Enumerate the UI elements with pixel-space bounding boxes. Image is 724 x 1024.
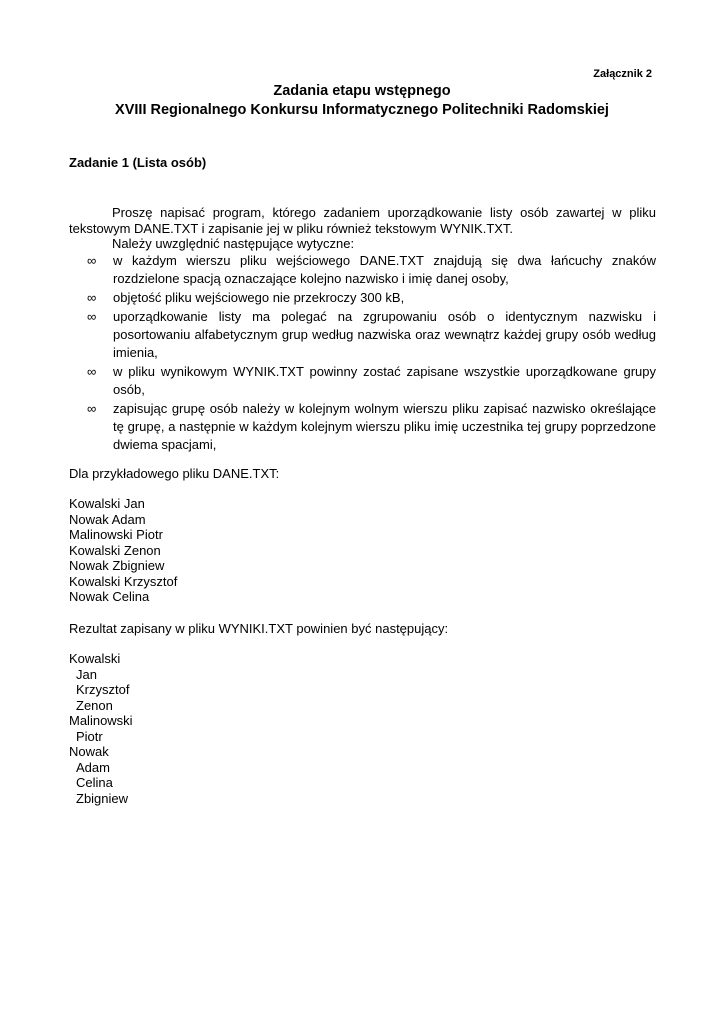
input-example-list [69, 496, 177, 605]
output-surname-line: Malinowski [69, 713, 133, 728]
guideline-item [85, 289, 656, 307]
input-line: Malinowski Piotr [69, 527, 163, 542]
guidelines-list [85, 252, 656, 455]
example-label: Dla przykładowego pliku DANE.TXT: [69, 466, 280, 481]
document-title: Zadania etapu wstępnego [273, 83, 451, 99]
output-example-list [69, 651, 133, 806]
result-label: Rezultat zapisany w pliku WYNIKI.TXT powinien być następujący: [69, 621, 449, 636]
input-line: Kowalski Krzysztof [69, 573, 178, 589]
output-name-line: Zbigniew [76, 790, 129, 806]
document-subtitle: XVIII Regionalnego Konkursu Informatycznego Politechniki Radomskiej [115, 102, 609, 118]
input-line: Nowak Celina [69, 589, 150, 604]
guideline-text: uporządkowanie listy ma polegać na zgrupowaniu osób o identycznym nazwisku i posortowaniu alfabetycznym grup według nazwiska oraz wewnątrz każdej grupy osób według imienia, [113, 309, 656, 360]
output-surname-line: Nowak [69, 744, 109, 759]
guideline-item [85, 363, 656, 399]
guideline-item [85, 400, 656, 454]
output-name-line: Celina [76, 775, 113, 790]
output-surname-line: Kowalski [69, 651, 121, 666]
intro-paragraph: Proszę napisać program, którego zadaniem uporządkowanie listy osób zawartej w pliku tekstowym DANE.TXT i zapisanie jej w pliku również tekstowym WYNIK.TXT. [69, 205, 656, 236]
guidelines-intro: Należy uwzględnić następujące wytyczne: [112, 236, 355, 251]
output-name-line: Jan [76, 666, 97, 682]
input-line: Nowak Zbigniew [69, 558, 165, 573]
output-name-line: Adam [76, 759, 110, 775]
guideline-item [85, 308, 656, 362]
infinity-bullet-icon: ∞ [87, 290, 97, 305]
infinity-bullet-icon: ∞ [87, 364, 97, 379]
output-name-line: Piotr [76, 728, 103, 744]
output-name-line: Zenon [76, 697, 113, 713]
guideline-item [85, 252, 656, 288]
input-line: Nowak Adam [69, 511, 146, 527]
input-line: Kowalski Zenon [69, 542, 161, 558]
infinity-bullet-icon: ∞ [87, 253, 97, 268]
output-name-line: Krzysztof [76, 682, 130, 697]
task-heading: Zadanie 1 (Lista osób) [69, 155, 207, 170]
input-line: Kowalski Jan [69, 496, 145, 511]
annex-label: Załącznik 2 [593, 68, 652, 80]
guideline-text: zapisując grupę osób należy w kolejnym wolnym wierszu pliku zapisać nazwisko określające tę grupę, a następnie w każdym kolejnym wierszu pliku imię uczestnika tej grupy poprzedzone dwiema spacjami, [113, 401, 656, 452]
infinity-bullet-icon: ∞ [87, 401, 97, 416]
guideline-text: objętość pliku wejściowego nie przekroczy 300 kB, [113, 290, 405, 305]
guideline-text: w każdym wierszu pliku wejściowego DANE.TXT znajdują się dwa łańcuchy znaków rozdzielone spacją oznaczające kolejno nazwisko i imię danej osoby, [113, 253, 656, 286]
infinity-bullet-icon: ∞ [87, 309, 97, 324]
guideline-text: w pliku wynikowym WYNIK.TXT powinny zostać zapisane wszystkie uporządkowane grupy osób, [113, 364, 656, 397]
